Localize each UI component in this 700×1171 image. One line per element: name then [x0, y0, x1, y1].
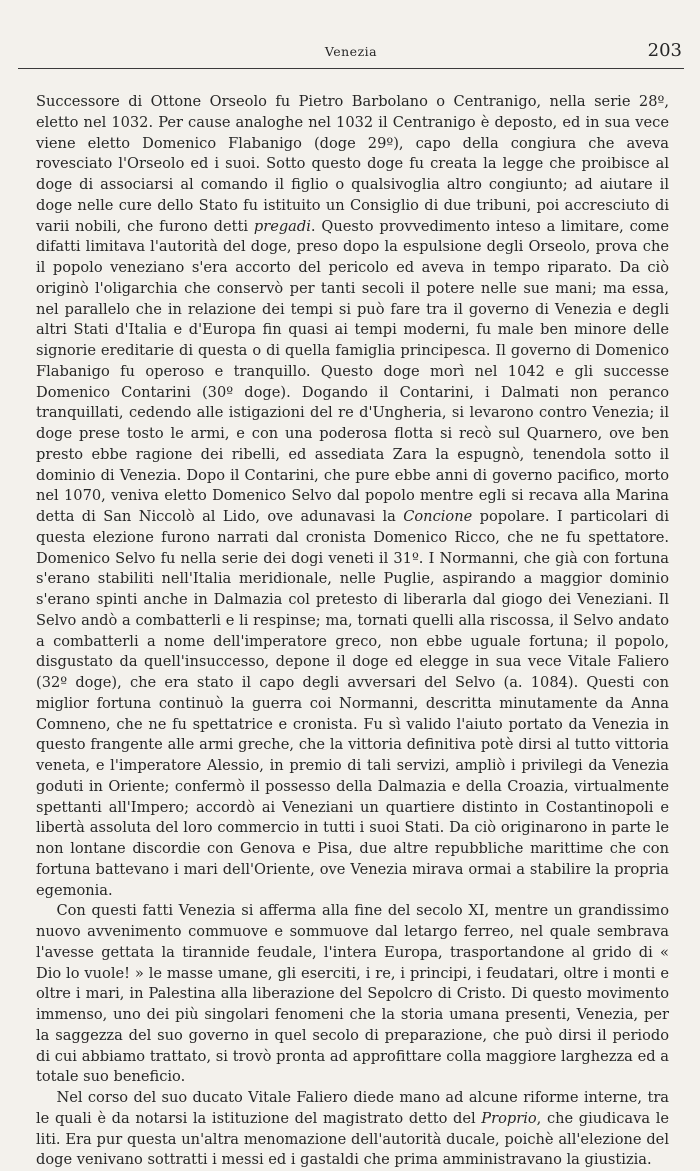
text-run: , che giudicava le liti. Era pur questa un'altra menomazione dell'autorità ducale, poichè all'elezione del doge venivano sottratti i messi ed i gastaldi che prima amministravano la giustizia.: [36, 1109, 669, 1169]
paragraph-3: [36, 1088, 669, 1171]
page-number: 203: [647, 40, 682, 61]
italic-term: Concione: [403, 508, 473, 525]
italic-term: Proprio: [481, 1109, 537, 1127]
running-title: Venezia: [324, 44, 378, 59]
text-run: . Questo provvedimento inteso a limitare, come difatti limitava l'autorità del doge, preso dopo la espulsione degli Orseolo, prova che il popolo veneziano s'era accorto del pericolo ed aveva in tempo riparato. Da ciò originò l'oligarchia che conservò per tanti secoli il potere nelle sue mani; ma essa, nel parallelo che in relazione dei tempi si può fare tra il governo di Venezia e degli altri Stati d'Italia e d'Europa fin quasi ai tempi moderni, fu male ben minore delle signorie ereditarie di questa o di quella famiglia principesca. Il governo di Domenico Flabanigo fu operoso e tranquillo. Questo doge morì nel 1042 e gli successe Domenico Contarini (30º doge). Dogando il Contarini, i Dalmati non peranco tranquillati, cedendo alle istigazioni del re d'Ungheria, si levarono contro Venezia; il doge prese tosto le armi, e con una poderosa flotta si recò sul Quarnero, ove ben presto ebbe ragione dei ribelli, ed assediata Zara la espugnò, tenendola sotto il dominio di Venezia. Dopo il Contarini, che pure ebbe anni di governo pacifico, morto nel 1070, veniva eletto Domenico Selvo dal popolo mentre egli si recava alla Marina detta di San Niccolò al Lido, ove adunavasi la: [36, 217, 670, 525]
italic-term: pregadi: [253, 217, 311, 235]
paragraph-1: [36, 92, 669, 901]
page-header: [18, 40, 684, 69]
text-run: Successore di Ottone Orseolo fu Pietro Barbolano o Centranigo, nella serie 28º, eletto nel 1032. Per cause analoghe nel 1032 il Centranigo è deposto, ed in sua vece viene eletto Domenico Flabanigo (doge 29º), capo della congiura che aveva rovesciato l'Orseolo ed i suoi. Sotto questo doge fu creata la legge che proibisce al doge di associarsi al comando il figlio o qualsivoglia altro congiunto; ad aiutare il doge nelle cure dello Stato fu istituito un Consiglio di due tribuni, poi accresciuto di varii nobili, che furono detti: [36, 93, 669, 235]
body-text: [36, 92, 669, 1171]
text-run: Nel corso del suo ducato Vitale Faliero diede mano ad alcune riforme interne, tra le quali è da notarsi la istituzione del magistrato detto del: [36, 1089, 669, 1127]
paragraph-2: [36, 901, 669, 1088]
text-run: Con questi fatti Venezia si afferma alla fine del secolo XI, mentre un grandissimo nuovo avvenimento commuove e sommuove dal letargo ferreo, nel quale sembrava l'avesse gettata la tirannide feudale, l'intera Europa, trasportandone al grido di « Dio lo vuole! » le masse umane, gli eserciti, i re, i principi, i feudatari, oltre i monti e oltre i mari, in Palestina alla liberazione del Sepolcro di Cristo. Di questo movimento immenso, uno dei più singolari fenomeni che la storia umana presenti, Venezia, per la saggezza del suo governo in quel secolo di preparazione, che può dirsi il periodo di cui abbiamo trattato, si trovò pronta ad approfittare colla maggiore larghezza ed a totale suo beneficio.: [36, 902, 669, 1086]
text-run: popolare. I particolari di questa elezione furono narrati dal cronista Domenico Ricco, che ne fu spettatore. Domenico Selvo fu nella serie dei dogi veneti il 31º. I Normanni, che già con fortuna s'erano stabiliti nell'Italia meridionale, nelle Puglie, aspirando a maggior dominio s'erano spinti anche in Dalmazia col pretesto di liberarla dal giogo dei Veneziani. Il Selvo andò a combatterli e li respinse; ma, tornati quelli alla riscossa, il Selvo andato a combatterli a nome dell'imperatore greco, non ebbe uguale fortuna; il popolo, disgustato da quell'insuccesso, depone il doge ed elegge in sua vece Vitale Faliero (32º doge), che era stato il capo degli avversari del Selvo (a. 1084). Questi con miglior fortuna continuò la guerra coi Normanni, descritta minutamente da Anna Comneno, che ne fu spettatrice e cronista. Fu sì valido l'aiuto portato da Venezia in questo frangente alle armi greche, che la vittoria definitiva potè dirsi al tutto vittoria veneta, e l'imperatore Alessio, in premio di tali servizi, ampliò i privilegi da Venezia goduti in Oriente; confermò il possesso della Dalmazia e della Croazia, virtualmente spettanti all'Impero; accordò ai Veneziani un quartiere distinto in Costantinopoli e libertà assoluta del loro commercio in tutti i suoi Stati. Da ciò originarono in parte le non lontane discordie con Genova e Pisa, due altre repubbliche marittime che con fortuna battevano i mari dell'Oriente, ove Venezia mirava ormai a stabilire la propria egemonia.: [36, 508, 669, 899]
